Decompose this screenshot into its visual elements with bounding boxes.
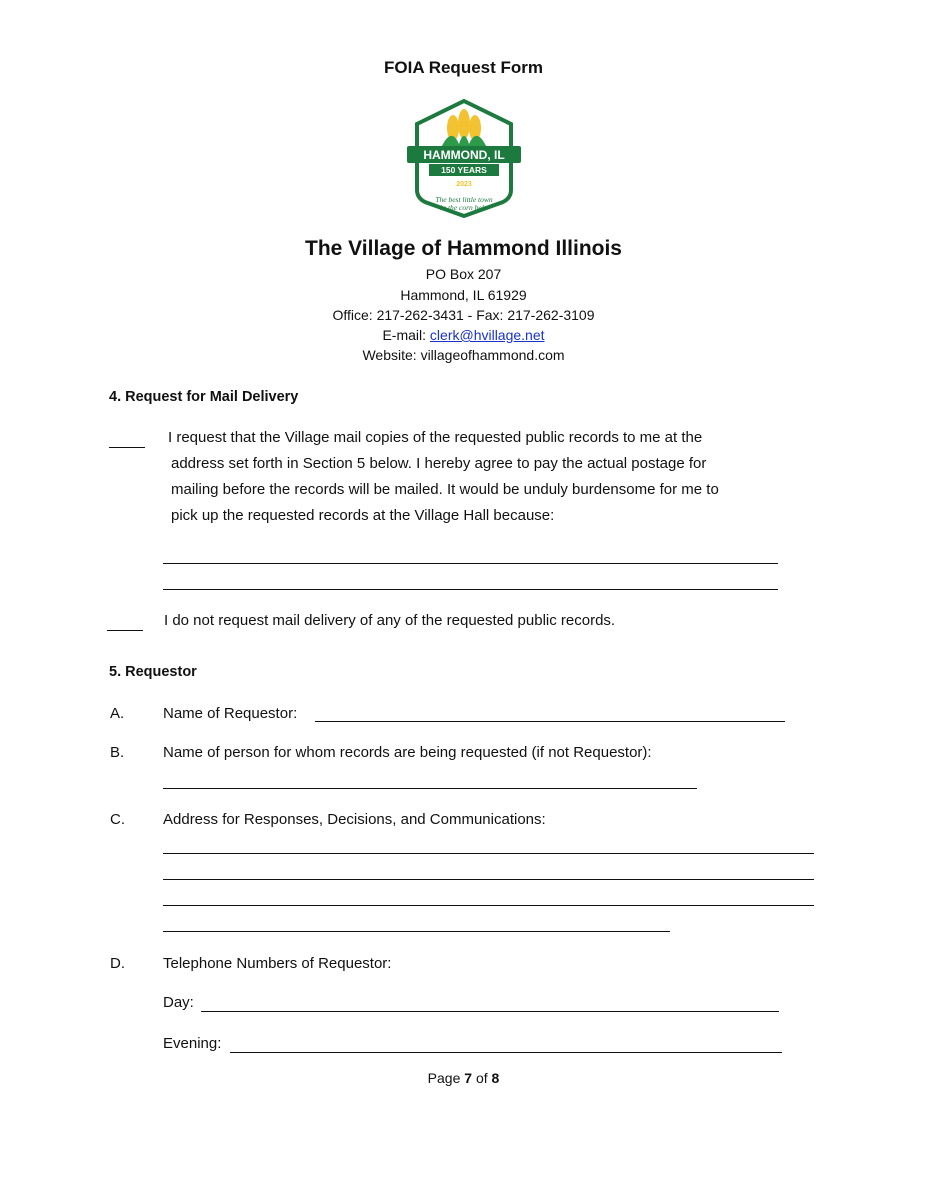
form-title: FOIA Request Form xyxy=(384,58,543,77)
section-5-heading: 5. Requestor xyxy=(109,664,197,680)
po-box: PO Box 207 xyxy=(425,266,502,282)
day-label: Day: xyxy=(163,994,194,1011)
records-for-label: Name of person for whom records are being requested (if not Requestor): xyxy=(163,744,652,761)
page-prefix: Page xyxy=(427,1070,465,1086)
page-total: 8 xyxy=(491,1070,500,1086)
evening-label: Evening: xyxy=(163,1035,222,1052)
mail-delivery-checkbox-line[interactable] xyxy=(109,447,145,448)
website-line: Website: villageofhammond.com xyxy=(362,347,565,363)
reason-line-1[interactable] xyxy=(163,563,778,564)
telephone-label: Telephone Numbers of Requestor: xyxy=(163,955,392,972)
village-name: The Village of Hammond Illinois xyxy=(305,237,622,260)
phone-line: Office: 217-262-3431 - Fax: 217-262-3109 xyxy=(332,307,595,323)
page-number: 7 xyxy=(464,1070,473,1086)
address-line-3[interactable] xyxy=(163,905,814,906)
svg-text:150 YEARS: 150 YEARS xyxy=(441,165,487,175)
svg-text:The best little town: The best little town xyxy=(435,195,493,204)
records-for-field[interactable] xyxy=(163,788,697,789)
email-label: E-mail: xyxy=(382,327,430,343)
address-line-1[interactable] xyxy=(163,853,814,854)
address-label: Address for Responses, Decisions, and Communications: xyxy=(163,811,546,828)
page-of: of xyxy=(472,1070,492,1086)
item-a-letter: A. xyxy=(110,705,125,722)
city-line: Hammond, IL 61929 xyxy=(400,287,527,303)
address-line-4[interactable] xyxy=(163,931,670,932)
hammond-logo xyxy=(401,98,527,218)
svg-text:HAMMOND, IL: HAMMOND, IL xyxy=(423,148,505,162)
email-line xyxy=(0,327,927,343)
option2-text: I do not request mail delivery of any of the requested public records. xyxy=(164,612,616,629)
svg-text:2023: 2023 xyxy=(456,181,472,188)
requestor-name-field[interactable] xyxy=(315,721,785,722)
item-c-letter: C. xyxy=(110,811,125,828)
page-footer xyxy=(0,1070,927,1086)
email-link[interactable]: clerk@hvillage.net xyxy=(429,327,545,343)
address-line-2[interactable] xyxy=(163,879,814,880)
item-b-letter: B. xyxy=(110,744,125,761)
option1-line-2: address set forth in Section 5 below. I hereby agree to pay the actual postage for xyxy=(171,455,707,472)
evening-phone-field[interactable] xyxy=(230,1052,782,1053)
no-mail-checkbox-line[interactable] xyxy=(107,630,143,631)
option1-line-4: pick up the requested records at the Village Hall because: xyxy=(171,507,555,524)
requestor-name-label: Name of Requestor: xyxy=(163,705,298,722)
item-d-letter: D. xyxy=(110,955,125,972)
option1-line-1: I request that the Village mail copies of the requested public records to me at the xyxy=(168,429,703,446)
reason-line-2[interactable] xyxy=(163,589,778,590)
day-phone-field[interactable] xyxy=(201,1011,779,1012)
svg-text:in the corn belt.: in the corn belt. xyxy=(440,203,488,212)
option1-line-3: mailing before the records will be mailed. It would be unduly burdensome for me to xyxy=(171,481,719,498)
section-4-heading: 4. Request for Mail Delivery xyxy=(109,389,299,405)
